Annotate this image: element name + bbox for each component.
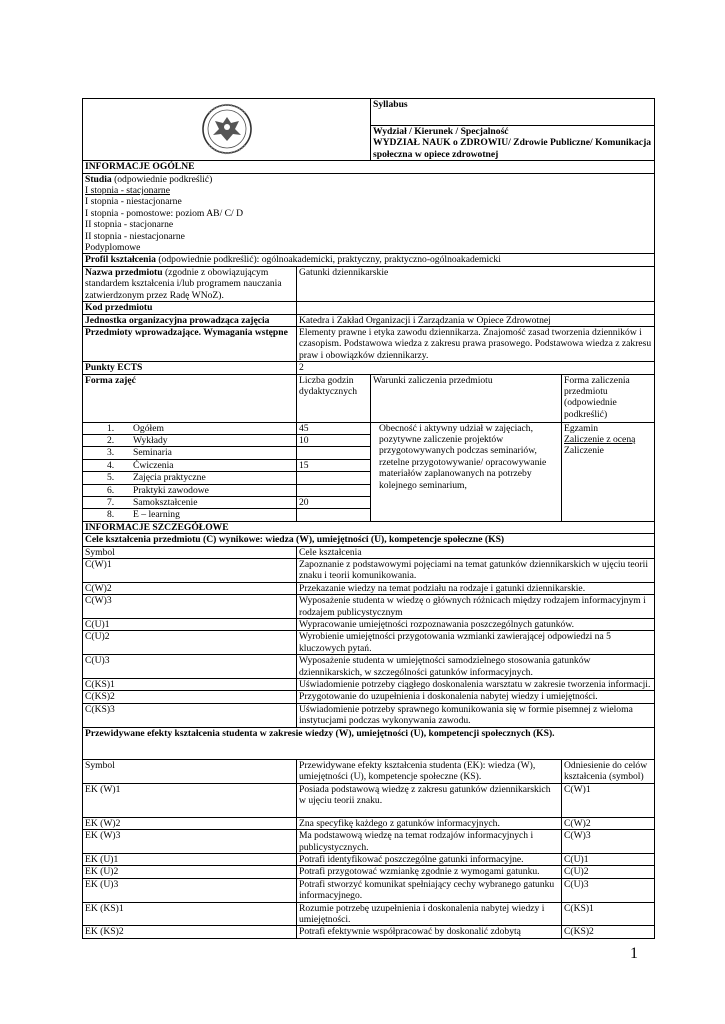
effect-text: Zna specyfikę każdego z gatunków informacyjnych. [297, 817, 562, 829]
credit-forms-cell [562, 422, 655, 521]
goals-text-header: Cele kształcenia [297, 546, 655, 558]
form-name-cell [83, 509, 297, 521]
goal-text: Wyposażenie studenta w wiedzę o głównych różnicach między rodzajem informacyjnym i rodzajem publicystycznym [297, 595, 655, 619]
goal-symbol: C(U)2 [83, 631, 297, 655]
form-hours [297, 484, 371, 496]
form-name-cell [83, 496, 297, 508]
prereq-label: Przedmioty wprowadzające. Wymagania wstępne [83, 326, 297, 361]
conditions-text: Obecność i aktywny udział w zajęciach, pozytywne zaliczenie projektów przygotowywanych podczas seminariów, rzetelne przygotowywanie/ opracowywanie materiałów zaplanowanych na potrzeby kolejnego seminarium, [371, 422, 562, 521]
goal-symbol: C(W)2 [83, 582, 297, 594]
form-item-number: 8. [107, 509, 115, 521]
effect-ref: C(KS)2 [562, 926, 655, 938]
goal-row [83, 619, 655, 631]
subject-note: (zgodnie z obowiązującym standardem kształcenia i/lub programem nauczania zatwierdzonym przez Radę WNoZ). [85, 266, 282, 301]
effect-symbol: EK (U)2 [83, 866, 297, 878]
form-name-cell [83, 434, 297, 446]
effect-text: Potrafi stworzyć komunikat spełniający cechy wybranego gatunku informacyjnego. [297, 878, 562, 902]
form-name-cell [83, 422, 297, 434]
effect-row [83, 866, 655, 878]
effect-ref: C(KS)1 [562, 902, 655, 926]
goal-row [83, 559, 655, 583]
study-option-3: I stopnia - pomostowe: poziom AB/ C/ D [85, 207, 244, 219]
study-mode-cell [83, 173, 655, 254]
study-label: Studia [85, 173, 112, 185]
goal-row [83, 655, 655, 679]
subject-value: Gatunki dziennikarskie [297, 266, 655, 301]
effect-text: Potrafi efektywnie współpracować by doskonalić zdobytą [297, 926, 562, 938]
logo-cell [83, 99, 371, 161]
form-hours: 20 [297, 496, 371, 508]
goal-text: Wyposażenie studenta w umiejętności samodzielnego stosowania gatunków dziennikarskich, w szczególności gatunków informacyjnych. [297, 655, 655, 679]
goals-symbol-header: Symbol [83, 546, 297, 558]
goal-symbol: C(W)1 [83, 559, 297, 583]
form-item [85, 435, 294, 446]
form-item-name: Zajęcia praktyczne [133, 472, 206, 484]
effect-row [83, 878, 655, 902]
form-item-name: Wykłady [133, 434, 168, 446]
form-hours: 45 [297, 422, 371, 434]
goal-text: Uświadomienie potrzeby sprawnego komunikowania się w formie pisemnej z wieloma instytucjami podczas wykonywania zawodu. [297, 703, 655, 727]
effect-row [83, 783, 655, 817]
effects-ref-header: Odniesienie do celów kształcenia (symbol) [562, 759, 655, 783]
form-name-cell [83, 459, 297, 471]
goal-text: Zapoznanie z podstawowymi pojęciami na temat gatunków dziennikarskich w ujęciu teorii znaku i teorii komunikowania. [297, 559, 655, 583]
profile-text: (odpowiednie podkreślić): ogólnoakademicki, praktyczny, praktyczno-ogólnoakademicki [155, 254, 501, 266]
effect-symbol: EK (U)3 [83, 878, 297, 902]
effect-text: Posiada podstawową wiedzę z zakresu gatunków dziennikarskich w ujęciu teorii znaku. [297, 783, 562, 817]
form-item [85, 447, 294, 458]
subject-label: Nazwa przedmiotu [85, 266, 163, 278]
effect-symbol: EK (KS)1 [83, 902, 297, 926]
effects-symbol-header: Symbol [83, 759, 297, 783]
form-name-cell [83, 472, 297, 484]
effects-heading: Przewidywane efekty kształcenia studenta w zakresie wiedzy (W), umiejętności (U), kompetencji społecznych (KS). [83, 727, 655, 759]
effect-ref: C(W)3 [562, 830, 655, 854]
goal-symbol: C(W)3 [83, 595, 297, 619]
goal-symbol: C(KS)1 [83, 679, 297, 691]
goal-row [83, 703, 655, 727]
effect-text: Potrafi identyfikować poszczególne gatunki informacyjne. [297, 853, 562, 865]
effect-row [83, 830, 655, 854]
goal-text: Przekazanie wiedzy na temat podziału na rodzaje i gatunki dziennikarskie. [297, 582, 655, 594]
credit-form-option: Zaliczenie z oceną [564, 433, 636, 445]
goal-row [83, 691, 655, 703]
study-note: (odpowiednie podkreślić) [111, 173, 213, 185]
syllabus-table [82, 98, 655, 939]
university-seal-icon [197, 103, 257, 155]
form-item-number: 5. [107, 472, 115, 484]
effect-row [83, 926, 655, 938]
form-item [85, 497, 294, 508]
profile-label: Profil kształcenia [85, 254, 156, 266]
form-hours [297, 509, 371, 521]
faculty-value: WYDZIAŁ NAUK o ZDROWIU/ Zdrowie Publiczne/ Komunikacja społeczna w opiece zdrowotnej [373, 137, 652, 160]
effect-symbol: EK (W)2 [83, 817, 297, 829]
study-option-4: II stopnia - stacjonarne [85, 219, 174, 231]
ects-value: 2 [297, 362, 655, 374]
form-label: Forma zajęć [83, 374, 297, 422]
form-item-name: E – learning [133, 509, 180, 521]
form-item-number: 1. [107, 422, 115, 434]
general-info-heading: INFORMACJE OGÓLNE [83, 161, 655, 173]
faculty-cell [371, 126, 655, 161]
goals-heading: Cele kształcenia przedmiotu (C) wynikowe: wiedza (W), umiejętności (U), kompetencje społeczne (KS) [83, 534, 655, 546]
form-item-number: 7. [107, 496, 115, 508]
goal-row [83, 631, 655, 655]
form-item [85, 423, 294, 434]
effect-text: Rozumie potrzebę uzupełnienia i doskonalenia nabytej wiedzy i umiejętności. [297, 902, 562, 926]
goal-symbol: C(KS)3 [83, 703, 297, 727]
effect-ref: C(U)1 [562, 853, 655, 865]
effect-symbol: EK (W)1 [83, 783, 297, 817]
credit-form-option: Egzamin [564, 422, 599, 434]
form-hours [297, 472, 371, 484]
form-item-number: 4. [107, 459, 115, 471]
study-option-1: I stopnia - stacjonarne [85, 185, 170, 197]
conditions-header: Warunki zaliczenia przedmiotu [371, 374, 562, 422]
effect-row [83, 853, 655, 865]
goal-text: Uświadomienie potrzeby ciągłego doskonalenia warsztatu w zakresie tworzenia informacji. [297, 679, 655, 691]
form-item-name: Ćwiczenia [133, 459, 174, 471]
hours-header: Liczba godzin dydaktycznych [297, 374, 371, 422]
goal-text: Przygotowanie do uzupełnienia i doskonalenia nabytej wiedzy i umiejętności. [297, 691, 655, 703]
form-item [85, 485, 294, 496]
form-hours [297, 447, 371, 459]
goal-row [83, 582, 655, 594]
form-hours: 15 [297, 459, 371, 471]
goal-symbol: C(U)3 [83, 655, 297, 679]
effect-text: Potrafi przygotować wzmiankę zgodnie z wymogami gatunku. [297, 866, 562, 878]
form-name-cell [83, 484, 297, 496]
credit-form-option: Zaliczenie [564, 445, 604, 457]
goal-text: Wyrobienie umiejętności przygotowania wzmianki zawierającej odpowiedzi na 5 kluczowych pytań. [297, 631, 655, 655]
detailed-info-heading: INFORMACJE SZCZEGÓŁOWE [83, 521, 655, 533]
effect-ref: C(W)1 [562, 783, 655, 817]
form-item [85, 460, 294, 471]
faculty-label: Wydział / Kierunek / Specjalność [373, 126, 509, 137]
effect-row [83, 817, 655, 829]
goal-row [83, 679, 655, 691]
syllabus-page [82, 98, 654, 939]
form-item-name: Praktyki zawodowe [133, 484, 209, 496]
form-item [85, 509, 294, 520]
effect-ref: C(U)2 [562, 866, 655, 878]
syllabus-title: Syllabus [371, 99, 655, 126]
effect-symbol: EK (U)1 [83, 853, 297, 865]
unit-label: Jednostka organizacyjna prowadząca zajęcia [83, 314, 297, 326]
code-label: Kod przedmiotu [83, 302, 297, 314]
effect-text: Ma podstawową wiedzę na temat rodzajów informacyjnych i publicystycznych. [297, 830, 562, 854]
form-item-number: 2. [107, 434, 115, 446]
unit-value: Katedra i Zakład Organizacji i Zarządzania w Opiece Zdrowotnej [297, 314, 655, 326]
ects-label: Punkty ECTS [83, 362, 297, 374]
goal-text: Wypracowanie umiejętności rozpoznawania poszczególnych gatunków. [297, 619, 655, 631]
form-name-cell [83, 447, 297, 459]
form-hours: 10 [297, 434, 371, 446]
profile-cell [83, 254, 655, 266]
subject-label-cell [83, 266, 297, 301]
effects-text-header: Przewidywane efekty kształcenia studenta (EK): wiedza (W), umiejętności (U), kompetencje społeczne (KS). [297, 759, 562, 783]
effect-row [83, 902, 655, 926]
page-number: 1 [630, 945, 638, 962]
form-item-name: Seminaria [133, 447, 172, 459]
prereq-value: Elementy prawne i etyka zawodu dziennikarza. Znajomość zasad tworzenia dzienników i czasopism. Podstawowa wiedza z zakresu prawa prasowego. Podstawowa wiedza z zakresu praw i obowiązków dziennikarzy. [297, 326, 655, 361]
effect-symbol: EK (KS)2 [83, 926, 297, 938]
goal-row [83, 595, 655, 619]
study-option-6: Podyplomowe [85, 242, 141, 254]
study-option-2: I stopnia - niestacjonarne [85, 196, 182, 208]
form-item-name: Samokształcenie [133, 496, 198, 508]
effect-ref: C(W)2 [562, 817, 655, 829]
effect-ref: C(U)3 [562, 878, 655, 902]
goal-symbol: C(KS)2 [83, 691, 297, 703]
form-item [85, 472, 294, 483]
effect-symbol: EK (W)3 [83, 830, 297, 854]
form-item-number: 6. [107, 484, 115, 496]
study-option-5: II stopnia - niestacjonarne [85, 230, 185, 242]
code-value [297, 302, 655, 314]
form-item-name: Ogółem [133, 422, 164, 434]
goal-symbol: C(U)1 [83, 619, 297, 631]
form-item-number: 3. [107, 447, 115, 459]
credit-form-header: Forma zaliczenia przedmiotu (odpowiednie podkreślić) [562, 374, 655, 422]
